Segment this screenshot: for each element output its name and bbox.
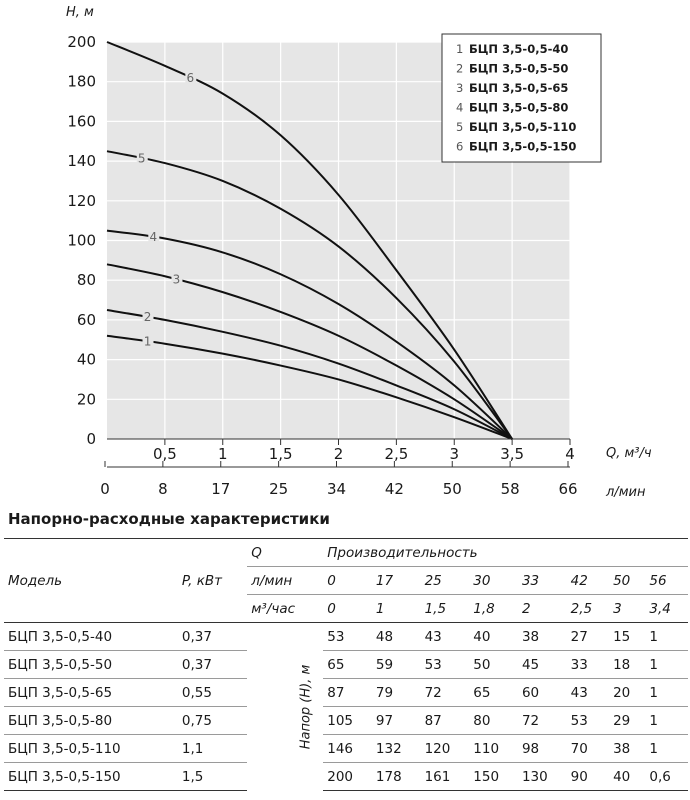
x-tick-label-m3h: 3,5	[500, 445, 525, 463]
head-value: 87	[323, 679, 372, 707]
y-tick-label: 120	[67, 191, 96, 210]
head-value: 50	[469, 651, 518, 679]
power-cell: 1,5	[178, 763, 247, 791]
x-tick-label-m3h: 3	[449, 445, 460, 463]
x-tick-label-m3h: 1,5	[268, 445, 293, 463]
flow-lmin-value: 42	[567, 567, 609, 595]
header-model: Модель	[4, 539, 178, 623]
x-axis-ticks-m3h	[153, 439, 575, 463]
head-value: 53	[323, 623, 372, 651]
head-label-cell	[289, 623, 323, 791]
y-tick-label: 140	[67, 152, 96, 171]
head-value: 60	[518, 679, 567, 707]
y-tick-label: 200	[67, 33, 96, 51]
y-tick-label: 80	[76, 271, 96, 290]
legend-entry: БЦП 3,5-0,5-150	[469, 139, 577, 154]
table-row	[4, 623, 688, 651]
x-tick-label-lmin: 66	[558, 480, 578, 498]
legend-entry: БЦП 3,5-0,5-50	[469, 61, 569, 76]
legend-number: 1	[456, 42, 464, 56]
flow-lmin-value: 50	[609, 567, 645, 595]
head-value: 1	[645, 735, 688, 763]
table-header-row-q	[4, 539, 688, 567]
legend-entry: БЦП 3,5-0,5-65	[469, 81, 569, 95]
head-value: 29	[609, 707, 645, 735]
table-row	[4, 763, 688, 791]
unit-lmin: л/мин	[247, 567, 323, 595]
head-value: 59	[372, 651, 421, 679]
x-axis-label-lmin: л/мин	[606, 485, 646, 500]
legend-number: 4	[456, 100, 464, 115]
head-value: 1	[645, 651, 688, 679]
legend-number: 5	[456, 120, 464, 134]
y-tick-label: 20	[76, 390, 96, 409]
head-label: Напор (H), м	[298, 664, 314, 750]
head-value: 150	[469, 763, 518, 791]
head-value: 38	[609, 735, 645, 763]
head-value: 98	[518, 735, 567, 763]
head-value: 40	[469, 623, 518, 651]
table-title: Напорно-расходные характеристики	[8, 510, 330, 528]
y-tick-label: 180	[67, 72, 96, 91]
head-value: 33	[567, 651, 609, 679]
y-tick-label: 0	[86, 430, 96, 448]
model-cell: БЦП 3,5-0,5-40	[4, 623, 178, 651]
header-power: P, кВт	[178, 539, 247, 623]
head-value: 80	[469, 707, 518, 735]
legend	[442, 34, 601, 162]
header-performance: Производительность	[323, 539, 688, 567]
flow-m3h-value: 2,5	[567, 595, 609, 623]
flow-lmin-value: 25	[421, 567, 470, 595]
head-value: 97	[372, 707, 421, 735]
legend-number: 6	[456, 139, 464, 154]
head-value: 40	[609, 763, 645, 791]
x-tick-label-lmin: 0	[100, 480, 110, 498]
head-value: 1	[645, 679, 688, 707]
x-tick-label-lmin: 42	[384, 480, 404, 498]
flow-lmin-value: 56	[645, 567, 688, 595]
head-value: 79	[372, 679, 421, 707]
x-tick-label-lmin: 34	[326, 480, 347, 498]
power-cell: 0,55	[178, 679, 247, 707]
flow-lmin-value: 33	[518, 567, 567, 595]
head-value: 48	[372, 623, 421, 651]
head-value: 70	[567, 735, 609, 763]
x-tick-label-m3h: 2,5	[384, 445, 409, 463]
legend-entry: БЦП 3,5-0,5-110	[469, 120, 577, 134]
y-tick-label: 160	[67, 112, 96, 131]
model-cell: БЦП 3,5-0,5-65	[4, 679, 178, 707]
flow-m3h-value: 2	[518, 595, 567, 623]
table-row	[4, 651, 688, 679]
x-tick-label-lmin: 25	[269, 480, 289, 498]
table-row	[4, 679, 688, 707]
x-tick-label-lmin: 50	[442, 480, 462, 498]
x-tick-label-m3h: 4	[565, 445, 575, 463]
flow-m3h-value: 1	[372, 595, 421, 623]
head-value: 0,6	[645, 763, 688, 791]
head-value: 1	[645, 623, 688, 651]
model-cell: БЦП 3,5-0,5-80	[4, 707, 178, 735]
legend-entry: БЦП 3,5-0,5-40	[469, 42, 569, 56]
head-value: 178	[372, 763, 421, 791]
head-value: 110	[469, 735, 518, 763]
flow-lmin-value: 17	[372, 567, 421, 595]
flow-lmin-value: 30	[469, 567, 518, 595]
curve-label-2: 2	[143, 309, 152, 324]
head-value: 38	[518, 623, 567, 651]
table-row	[4, 707, 688, 735]
model-cell: БЦП 3,5-0,5-50	[4, 651, 178, 679]
head-value: 20	[609, 679, 645, 707]
flow-m3h-value: 1,8	[469, 595, 518, 623]
power-cell: 1,1	[178, 735, 247, 763]
flow-lmin-value: 0	[323, 567, 372, 595]
legend-entry: БЦП 3,5-0,5-80	[469, 100, 569, 115]
y-tick-label: 60	[76, 310, 96, 329]
y-tick-label: 100	[67, 231, 96, 250]
x-tick-label-lmin: 8	[158, 480, 168, 498]
head-value: 90	[567, 763, 609, 791]
legend-number: 2	[456, 61, 464, 76]
head-value: 132	[372, 735, 421, 763]
head-value: 18	[609, 651, 645, 679]
model-cell: БЦП 3,5-0,5-110	[4, 735, 178, 763]
y-axis-label: H, м	[66, 5, 94, 20]
curve-label-6: 6	[186, 71, 195, 86]
power-cell: 0,75	[178, 707, 247, 735]
head-value: 15	[609, 623, 645, 651]
spec-table	[4, 538, 688, 791]
flow-m3h-value: 1,5	[421, 595, 470, 623]
curve-label-4: 4	[149, 229, 158, 244]
head-value: 72	[421, 679, 470, 707]
x-tick-label-lmin: 58	[500, 480, 520, 498]
head-value: 130	[518, 763, 567, 791]
spacer-cell	[247, 623, 289, 791]
curve-label-3: 3	[172, 272, 181, 287]
head-value: 53	[567, 707, 609, 735]
head-value: 45	[518, 651, 567, 679]
curve-label-1: 1	[143, 334, 152, 349]
y-tick-label: 40	[76, 350, 96, 369]
flow-m3h-value: 3	[609, 595, 645, 623]
x-axis-label-m3h: Q, м³/ч	[606, 446, 652, 461]
head-value: 200	[323, 763, 372, 791]
head-value: 27	[567, 623, 609, 651]
head-value: 1	[645, 707, 688, 735]
x-tick-label-m3h: 1	[217, 445, 228, 463]
head-value: 87	[421, 707, 470, 735]
head-value: 65	[469, 679, 518, 707]
x-tick-label-lmin: 17	[211, 480, 231, 498]
y-axis-ticks	[67, 33, 96, 448]
x-tick-label-m3h: 0,5	[152, 445, 177, 463]
table-row	[4, 735, 688, 763]
head-value: 120	[421, 735, 470, 763]
legend-number: 3	[456, 81, 464, 95]
model-cell: БЦП 3,5-0,5-150	[4, 763, 178, 791]
power-cell: 0,37	[178, 623, 247, 651]
head-value: 105	[323, 707, 372, 735]
head-value: 161	[421, 763, 470, 791]
head-value: 43	[421, 623, 470, 651]
unit-m3h: м³/час	[247, 595, 323, 623]
power-cell: 0,37	[178, 651, 247, 679]
x-tick-label-m3h: 2	[333, 445, 344, 463]
head-value: 43	[567, 679, 609, 707]
curve-label-5: 5	[137, 151, 146, 166]
flow-m3h-value: 3,4	[645, 595, 688, 623]
head-value: 72	[518, 707, 567, 735]
head-value: 146	[323, 735, 372, 763]
header-q: Q	[247, 539, 323, 567]
head-value: 53	[421, 651, 470, 679]
flow-m3h-value: 0	[323, 595, 372, 623]
head-value: 65	[323, 651, 372, 679]
